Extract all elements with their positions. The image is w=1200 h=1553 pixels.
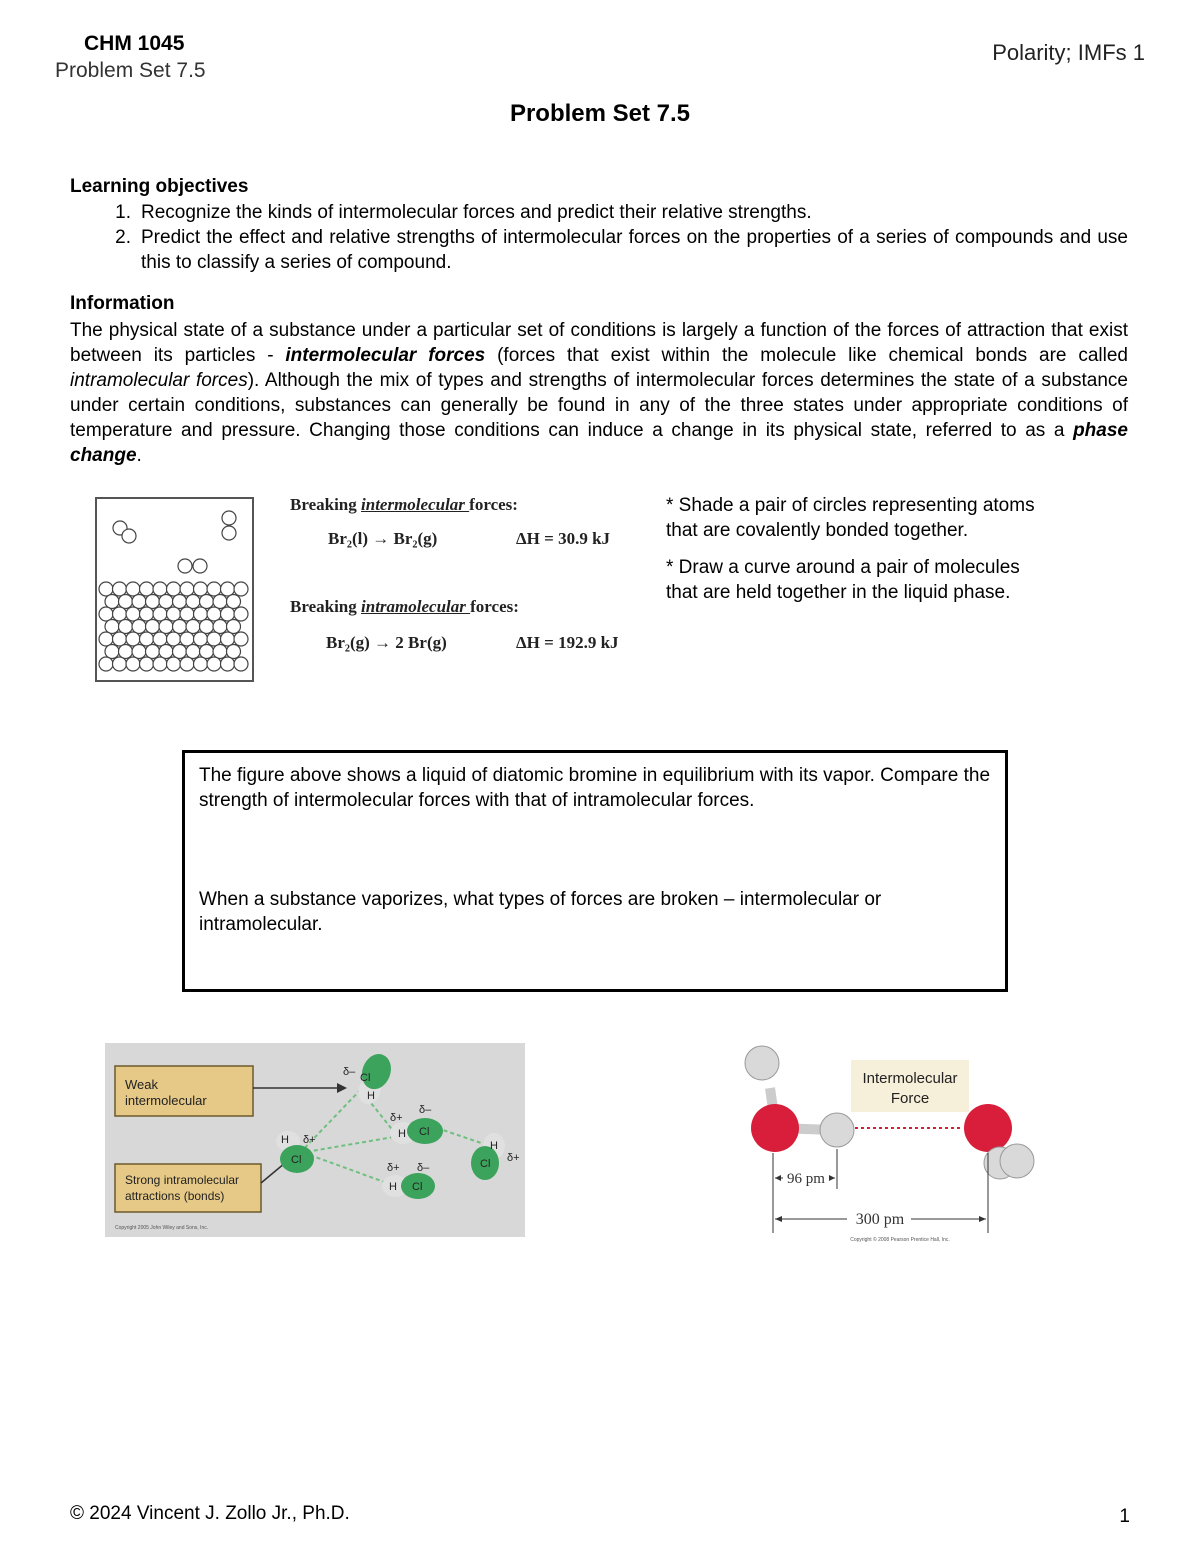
bromine-atom — [140, 607, 154, 621]
bromine-atom — [207, 632, 221, 646]
question-compare-forces: The figure above shows a liquid of diatomic bromine in equilibrium with its vapor. Compare the strength of intermolecular forces with that of intramolecular forces. — [199, 765, 991, 811]
svg-text:δ–: δ– — [419, 1104, 432, 1116]
breaking-intermolecular-heading: Breaking intermolecular forces: — [290, 495, 518, 514]
bromine-atom — [167, 607, 181, 621]
bromine-atom — [180, 607, 194, 621]
bromine-atom — [146, 620, 160, 634]
svg-text:Cl: Cl — [360, 1072, 371, 1084]
breaking-intramolecular-heading: Breaking intramolecular forces: — [290, 597, 519, 616]
bromine-atom — [132, 620, 146, 634]
bromine-atom — [227, 620, 241, 634]
bromine-atom — [221, 632, 235, 646]
bromine-atom — [167, 582, 181, 596]
intramolecular-enthalpy: ΔH = 192.9 kJ — [516, 633, 619, 652]
hydrogen-atom — [1000, 1144, 1034, 1178]
svg-text:Cl: Cl — [419, 1126, 430, 1138]
hcl-forces-figure — [105, 1043, 525, 1237]
svg-text:intermolecular: intermolecular — [125, 1093, 207, 1108]
bromine-atom — [105, 620, 119, 634]
svg-text:H: H — [490, 1140, 498, 1152]
course-code: CHM 1045 — [84, 32, 185, 55]
bromine-atom — [207, 582, 221, 596]
bromine-atom — [207, 657, 221, 671]
svg-text:Cl: Cl — [480, 1158, 491, 1170]
bromine-atom — [234, 657, 248, 671]
bromine-atom — [234, 607, 248, 621]
svg-text:Copyright © 2008 Pearson Prent: Copyright © 2008 Pearson Prentice Hall, Inc. — [850, 1237, 950, 1243]
bromine-atom — [132, 645, 146, 659]
svg-text:δ–: δ– — [343, 1066, 356, 1078]
bromine-atom — [99, 607, 113, 621]
bromine-atom — [105, 595, 119, 609]
intramolecular-reaction: Br₂(g) → 2 Br(g) — [326, 633, 447, 652]
svg-text:96 pm: 96 pm — [787, 1171, 825, 1187]
water-intermolecular-figure — [735, 1043, 1045, 1245]
svg-text:attractions (bonds): attractions (bonds) — [125, 1189, 225, 1203]
bromine-atom — [194, 632, 208, 646]
page-number: 1 — [1119, 1506, 1130, 1527]
term-intermolecular-forces: intermolecular forces — [285, 345, 486, 366]
objective-item: 2. Predict the effect and relative strengths of intermolecular forces on the properties of a series of compounds and use this to classify a series of compound. — [115, 227, 1128, 273]
svg-text:Intermolecular: Intermolecular — [862, 1070, 958, 1087]
instruction-shade: * Shade a pair of circles representing atoms that are covalently bonded together. — [666, 495, 1035, 541]
svg-text:Force: Force — [890, 1090, 930, 1107]
bromine-atom — [153, 632, 167, 646]
bromine-atom — [153, 582, 167, 596]
bromine-atom — [99, 582, 113, 596]
objectives-heading: Learning objectives — [70, 176, 249, 197]
svg-text:H: H — [398, 1128, 406, 1140]
svg-text:300 pm: 300 pm — [855, 1211, 905, 1228]
figure-instructions — [666, 493, 1046, 617]
bromine-atom — [227, 645, 241, 659]
bromine-atom — [207, 607, 221, 621]
bromine-atom — [140, 632, 154, 646]
intermolecular-reaction: Br₂(l) → Br₂(g) — [328, 529, 438, 548]
bromine-atom — [227, 595, 241, 609]
bromine-atom — [126, 582, 140, 596]
svg-text:δ–: δ– — [417, 1162, 430, 1174]
bromine-atom — [178, 559, 192, 573]
bromine-atom — [186, 645, 200, 659]
bromine-atom — [213, 620, 227, 634]
bromine-atom — [126, 657, 140, 671]
bromine-atom — [213, 645, 227, 659]
information-heading: Information — [70, 293, 175, 314]
bromine-atom — [173, 645, 187, 659]
svg-text:δ+: δ+ — [303, 1134, 316, 1146]
bromine-atom — [140, 657, 154, 671]
information-paragraph: The physical state of a substance under a particular set of conditions is largely a function of the forces of attraction that exist between its particles - intermolecular forces (forces that exist within the molecule like chemical bonds are called intramolecular forces). Although the mix of types and strengths of intermolecular forces determines the state of a substance under certain conditions, substances can generally be found in any of the three states under appropriate conditions of temperature and pressure. Changing those conditions can induce a change in its physical state, referred to as a phase change. — [70, 320, 1128, 466]
bromine-atom — [221, 582, 235, 596]
bromine-atom — [200, 645, 214, 659]
bromine-atom — [119, 595, 133, 609]
term-phase-change: phase change — [70, 420, 1128, 466]
bromine-atom — [119, 620, 133, 634]
bromine-atom — [186, 620, 200, 634]
bromine-atom — [186, 595, 200, 609]
bromine-atom — [159, 620, 173, 634]
term-intramolecular-forces: intramolecular forces — [70, 370, 248, 391]
bromine-atom — [105, 645, 119, 659]
bromine-atom — [159, 595, 173, 609]
bromine-atom — [234, 632, 248, 646]
bromine-atom — [222, 526, 236, 540]
question-vaporize: When a substance vaporizes, what types of forces are broken – intermolecular or intramolecular. — [199, 889, 882, 935]
bromine-atom — [193, 559, 207, 573]
bromine-atom — [132, 595, 146, 609]
bromine-atom — [221, 607, 235, 621]
bromine-atom — [222, 511, 236, 525]
bromine-atom — [173, 620, 187, 634]
bromine-atom — [146, 595, 160, 609]
bromine-atom — [159, 645, 173, 659]
bromine-atom — [126, 632, 140, 646]
bromine-atom — [180, 632, 194, 646]
objectives-list — [70, 200, 1128, 275]
bromine-atom — [167, 657, 181, 671]
bromine-atom — [140, 582, 154, 596]
strong-intramolecular-label-box — [115, 1164, 261, 1212]
bromine-atom — [221, 657, 235, 671]
svg-text:H: H — [389, 1181, 397, 1193]
instruction-draw-curve: * Draw a curve around a pair of molecules that are held together in the liquid phase. — [666, 557, 1020, 603]
bromine-atom — [173, 595, 187, 609]
bromine-atom — [126, 607, 140, 621]
svg-text:Strong intramolecular: Strong intramolecular — [125, 1173, 240, 1187]
svg-text:H: H — [281, 1134, 289, 1146]
bromine-atom — [213, 595, 227, 609]
bromine-atom — [200, 620, 214, 634]
svg-text:δ+: δ+ — [390, 1112, 403, 1124]
bromine-atom — [146, 645, 160, 659]
objective-item: 1. Recognize the kinds of intermolecular forces and predict their relative strengths. — [115, 202, 812, 223]
bromine-atom — [99, 632, 113, 646]
bromine-atom — [122, 529, 136, 543]
oxygen-atom — [964, 1104, 1012, 1152]
intermolecular-enthalpy: ΔH = 30.9 kJ — [516, 529, 611, 548]
bromine-atom — [113, 632, 127, 646]
hydrogen-atom — [745, 1046, 779, 1080]
svg-text:δ+: δ+ — [387, 1162, 400, 1174]
bromine-particle-figure — [95, 497, 255, 683]
bromine-atom — [200, 595, 214, 609]
svg-text:Cl: Cl — [412, 1181, 423, 1193]
hydrogen-atom — [820, 1113, 854, 1147]
svg-text:Copyright 2005 John Wiley and: Copyright 2005 John Wiley and Sons, Inc. — [115, 1225, 209, 1231]
bromine-atom — [113, 607, 127, 621]
bromine-atom — [153, 657, 167, 671]
bromine-atom — [119, 645, 133, 659]
svg-text:Cl: Cl — [291, 1154, 302, 1166]
bromine-atom — [180, 582, 194, 596]
bromine-atom — [194, 582, 208, 596]
svg-text:δ+: δ+ — [507, 1152, 520, 1164]
bromine-atom — [167, 632, 181, 646]
bromine-atom — [194, 607, 208, 621]
bromine-atom — [180, 657, 194, 671]
oxygen-atom — [751, 1104, 799, 1152]
bromine-atom — [99, 657, 113, 671]
svg-text:H: H — [367, 1090, 375, 1102]
header-topic: Polarity; IMFs 1 — [992, 40, 1145, 65]
bromine-atom — [113, 582, 127, 596]
bromine-atom — [234, 582, 248, 596]
bromine-atom — [153, 607, 167, 621]
header-subtitle: Problem Set 7.5 — [55, 59, 206, 82]
question-box — [182, 750, 1008, 992]
bromine-atom — [194, 657, 208, 671]
footer-copyright: © 2024 Vincent J. Zollo Jr., Ph.D. — [70, 1503, 350, 1524]
svg-text:Weak: Weak — [125, 1077, 158, 1092]
page-title: Problem Set 7.5 — [509, 100, 691, 127]
bromine-atom — [113, 657, 127, 671]
